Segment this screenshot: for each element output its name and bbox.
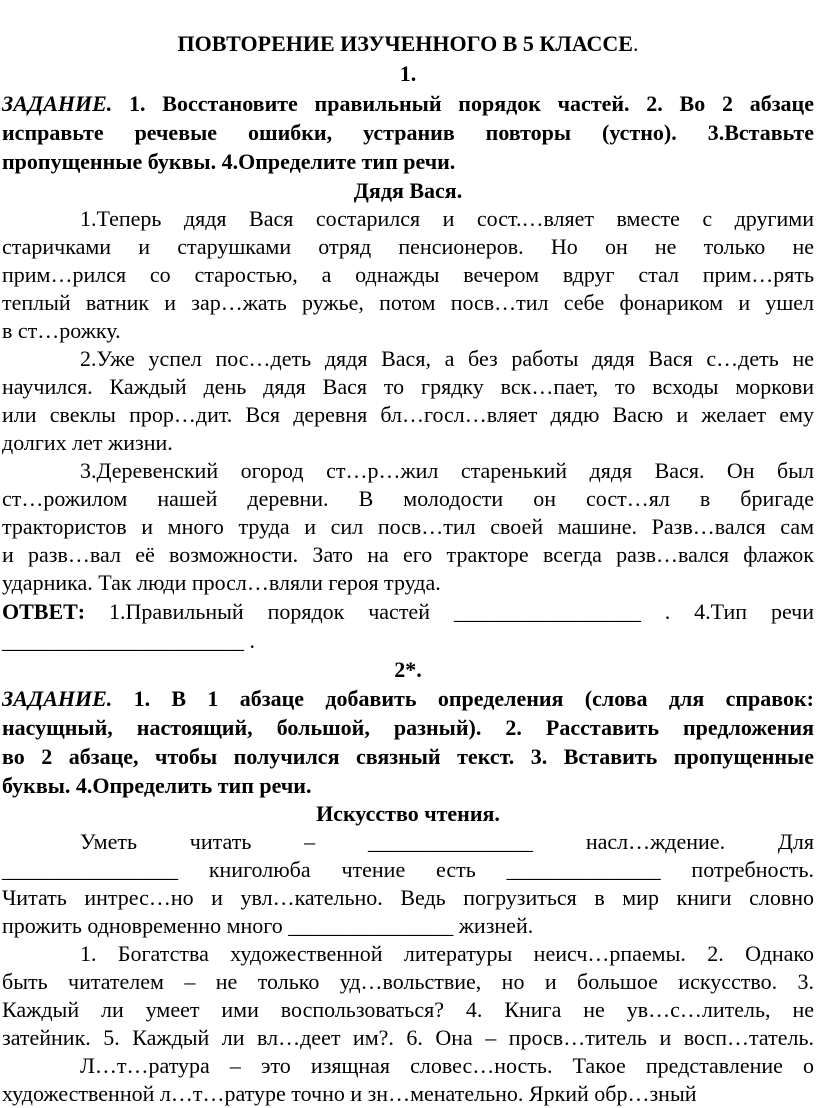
document-title	[2, 30, 814, 58]
story2-p2-line-3: Каждый ли умеет ими воспользоваться? 4. Книга не ув…с…литель, не	[2, 997, 814, 1022]
answer-label: ОТВЕТ:	[2, 599, 86, 624]
answer-text: 1.Правильный порядок частей _________________ . 4.Тип речи	[109, 599, 815, 624]
answer-line-1	[2, 598, 814, 626]
story1-p2-line-1: 2.Уже успел пос…деть дядя Вася, а без работы дядя Вася с…деть не	[80, 346, 814, 371]
story1-p1-line-3: прим…рился со старостью, а однажды вечером вдруг стал прим…рять	[2, 262, 814, 287]
task2-line-2: насущный, настоящий, большой, разный). 2. Расставить предложения	[2, 715, 814, 740]
story1-p3-line-1: 3.Деревенский огород ст…р…жил старенький дядя Вася. Он был	[80, 458, 814, 483]
story1-p2-line-2: научился. Каждый день дядя Вася то грядку вск…пает, то всходы моркови	[2, 374, 814, 399]
section-number-1: 1.	[399, 61, 417, 86]
story1-p1-line-2: старичками и старушками отряд пенсионеров. Но он не только не	[2, 234, 814, 259]
task1-line-1	[2, 90, 814, 118]
task2-line-3: во 2 абзаце, чтобы получился связный текст. 3. Вставить пропущенные	[2, 744, 814, 769]
story1-p3-line-2: ст…рожилом нашей деревни. В молодости он сост…ял в бригаде	[2, 486, 814, 511]
story2-p3-line-2: художественной л…т…ратуре точно и зн…менательно. Яркий обр…зный	[2, 1081, 697, 1106]
story2-p2-line-1: 1. Богатства художественной литературы неисч…рпаемы. 2. Однако	[80, 941, 814, 966]
story2-p1-line-2: ________________ книголюба чтение есть ______________ потребность.	[2, 857, 814, 882]
story2-p2-line-2: быть читателем – не только уд…вольствие, но и большое искусство. 3.	[2, 969, 814, 994]
story1-title: Дядя Вася.	[353, 178, 463, 203]
task2-label: ЗАДАНИЕ.	[2, 686, 113, 711]
title-text: ПОВТОРЕНИЕ ИЗУЧЕННОГО В 5 КЛАССЕ	[177, 31, 633, 56]
story1-p3-line-3: трактористов и много труда и сил посв…тил своей машине. Разв…вался сам	[2, 514, 814, 539]
task2-line-4: буквы. 4.Определить тип речи.	[2, 773, 312, 798]
task1-line1-text: 1. Восстановите правильный порядок частей. 2. Во 2 абзаце	[129, 91, 815, 116]
story1-p1-line-1: 1.Теперь дядя Вася состарился и сост.…вляет вместе с другими	[80, 206, 814, 231]
story1-p2-line-3: или свеклы прор…дит. Вся деревня бл…госл…вляет дядю Васю и желает ему	[2, 402, 814, 427]
story1-p1-line-5: в ст…рожку.	[2, 318, 121, 343]
story2-p2-line-4: затейник. 5. Каждый ли вл…деет им?. 6. Она – просв…титель и восп…татель.	[2, 1025, 814, 1050]
title-dot: .	[632, 31, 639, 56]
story2-p1-line-1: Уметь читать – _______________ насл…ждение. Для	[80, 829, 814, 854]
answer-line-2: ______________________ .	[2, 628, 255, 653]
task2-line-1	[2, 685, 814, 713]
story2-p1-line-3: Читать интрес…но и увл…кательно. Ведь погрузиться в мир книги словно	[2, 885, 814, 910]
story2-p3-line-1: Л…т…ратура – это изящная словес…ность. Такое представление о	[80, 1053, 814, 1078]
task1-line-2: исправьте речевые ошибки, устранив повторы (устно). 3.Вставьте	[2, 120, 814, 145]
story2-p1-line-4: прожить одновременно много _______________ жизней.	[2, 913, 534, 938]
story1-p3-line-5: ударника. Так люди просл…вляли героя труда.	[2, 570, 441, 595]
story1-p3-line-4: и разв…вал её возможности. Зато на его тракторе всегда разв…вался флажок	[2, 542, 814, 567]
story1-p2-line-4: долгих лет жизни.	[2, 430, 173, 455]
task1-label: ЗАДАНИЕ.	[2, 91, 113, 116]
task1-line-3: пропущенные буквы. 4.Определите тип речи.	[2, 149, 456, 174]
section-number-2: 2*.	[394, 657, 422, 682]
story1-p1-line-4: теплый ватник и зар…жать ружье, потом посв…тил себе фонариком и ушел	[2, 290, 814, 315]
story2-title: Искусство чтения.	[316, 801, 500, 826]
task2-line1-text: 1. В 1 абзаце добавить определения (слова для справок:	[133, 686, 814, 711]
